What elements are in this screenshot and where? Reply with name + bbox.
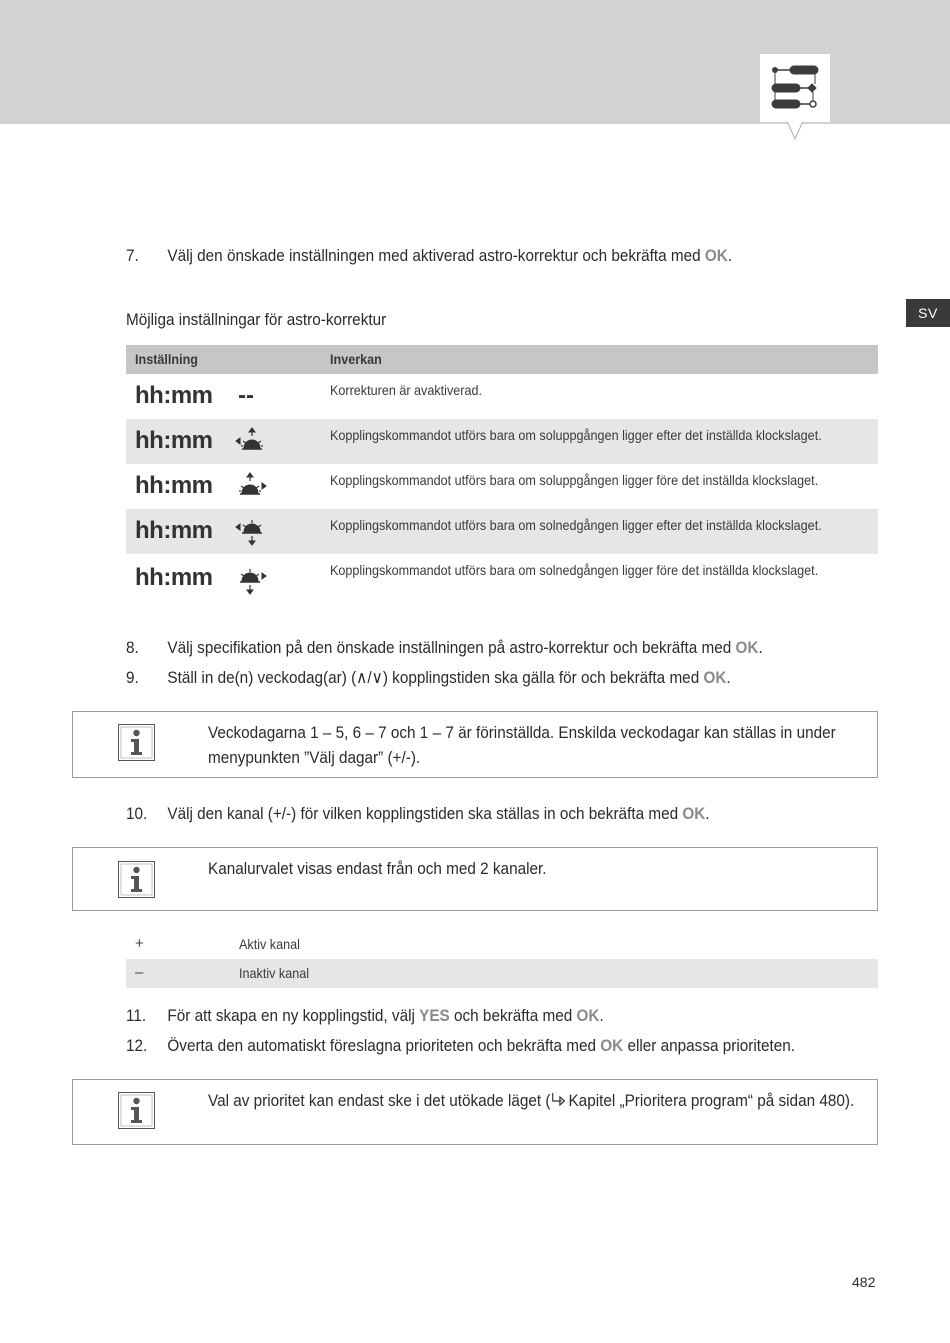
info-icon: [118, 724, 155, 761]
ok-key: OK: [576, 1006, 600, 1025]
info-note: [72, 847, 878, 911]
ok-key: OK: [682, 804, 706, 823]
info-note: [72, 711, 878, 778]
table-row: [126, 419, 878, 464]
step-number: 10.: [126, 804, 148, 823]
channel-symbol: +: [135, 935, 144, 952]
effect-text: Kopplingskommandot utförs bara om soluppgången ligger före det inställda klockslaget.: [330, 472, 819, 488]
step-number: 8.: [126, 638, 139, 657]
effect-text: Kopplingskommandot utförs bara om solnedgången ligger efter det inställda klockslaget.: [330, 517, 822, 533]
step-text-mid: och bekräfta med: [449, 1006, 577, 1025]
info-note: [72, 1079, 878, 1145]
sunset-before-icon: [234, 566, 268, 596]
section-title: Möjliga inställningar för astro-korrektur: [126, 310, 387, 329]
channel-row-active: [126, 930, 878, 959]
step-number: 7.: [126, 246, 139, 265]
info-icon: [118, 1092, 155, 1129]
effect-text: Korrekturen är avaktiverad.: [330, 382, 482, 398]
table-row: [126, 509, 878, 554]
cross-reference-link[interactable]: Kapitel „Prioritera program“ på sidan 480: [568, 1091, 845, 1110]
step-text: För att skapa en ny kopplingstid, välj: [167, 1006, 420, 1025]
ok-key: OK: [703, 668, 727, 687]
sunset-after-icon: [234, 517, 268, 547]
step-end: .: [727, 246, 733, 265]
step-9: [126, 667, 731, 689]
step-number: 9.: [126, 668, 139, 687]
ok-key: OK: [735, 638, 759, 657]
channel-symbol: –: [135, 964, 144, 981]
astro-off-symbol: --: [238, 382, 254, 409]
step-number: 11.: [126, 1006, 147, 1025]
table-header: [126, 345, 878, 374]
sunrise-before-icon: [234, 472, 268, 502]
setting-value: hh:mm: [135, 427, 213, 454]
ok-key: OK: [600, 1036, 624, 1055]
column-header-effect: Inverkan: [330, 351, 382, 367]
step-text: Ställ in de(n) veckodag(ar) (∧/∨) kopplingstiden ska gälla för och bekräfta med: [167, 668, 704, 687]
ok-key: OK: [704, 246, 728, 265]
effect-text: Kopplingskommandot utförs bara om solnedgången ligger före det inställda klockslaget.: [330, 562, 819, 578]
step-end: .: [726, 668, 731, 687]
setting-value: hh:mm: [135, 382, 213, 409]
note-text: Kanalurvalet visas endast från och med 2 kanaler.: [208, 859, 547, 878]
step-end: eller anpassa prioriteten.: [623, 1036, 796, 1055]
yes-key: YES: [419, 1006, 450, 1025]
note-text-start: Val av prioritet kan endast ske i det utökade läget (: [208, 1091, 551, 1110]
setting-value: hh:mm: [135, 564, 213, 591]
step-7: [126, 245, 732, 267]
note-text-end: ).: [844, 1091, 855, 1110]
step-text: Välj den kanal (+/-) för vilken kopplingstiden ska ställas in och bekräfta med: [167, 804, 683, 823]
setting-value: hh:mm: [135, 517, 213, 544]
sunrise-after-icon: [234, 427, 268, 457]
logo-pointer-icon: [785, 121, 805, 141]
info-icon: [118, 861, 155, 898]
language-tab: SV: [906, 299, 950, 327]
step-text: Välj den önskade inställningen med aktiverad astro-korrektur och bekräfta med: [167, 246, 705, 265]
table-row: [126, 374, 878, 419]
step-8: [126, 637, 763, 659]
channel-row-inactive: [126, 959, 878, 988]
note-text: [208, 1088, 870, 1113]
cross-reference-icon: [550, 1092, 564, 1107]
effect-text: Kopplingskommandot utförs bara om soluppgången ligger efter det inställda klockslaget.: [330, 427, 822, 443]
step-text: Överta den automatiskt föreslagna prioriteten och bekräfta med: [167, 1036, 601, 1055]
channel-label: Aktiv kanal: [239, 936, 300, 952]
step-number: 12.: [126, 1036, 148, 1055]
column-header-setting: Inställning: [135, 351, 198, 367]
step-12: [126, 1035, 795, 1057]
astro-table: [126, 345, 878, 606]
step-end: .: [599, 1006, 604, 1025]
step-text: Välj specifikation på den önskade inställningen på astro-korrektur och bekräfta med: [167, 638, 736, 657]
step-11: [126, 1005, 604, 1027]
channel-label: Inaktiv kanal: [239, 965, 310, 981]
table-row: [126, 464, 878, 509]
step-end: .: [758, 638, 763, 657]
note-text: Veckodagarna 1 – 5, 6 – 7 och 1 – 7 är förinställda. Enskilda veckodagar kan ställas in under menypunkten ”Välj dagar” (+/-).: [208, 723, 836, 767]
timer-program-icon: [760, 54, 830, 122]
page-number: 482: [852, 1274, 876, 1290]
step-end: .: [705, 804, 710, 823]
table-row: [126, 554, 878, 606]
step-10: [126, 803, 710, 825]
setting-value: hh:mm: [135, 472, 213, 499]
